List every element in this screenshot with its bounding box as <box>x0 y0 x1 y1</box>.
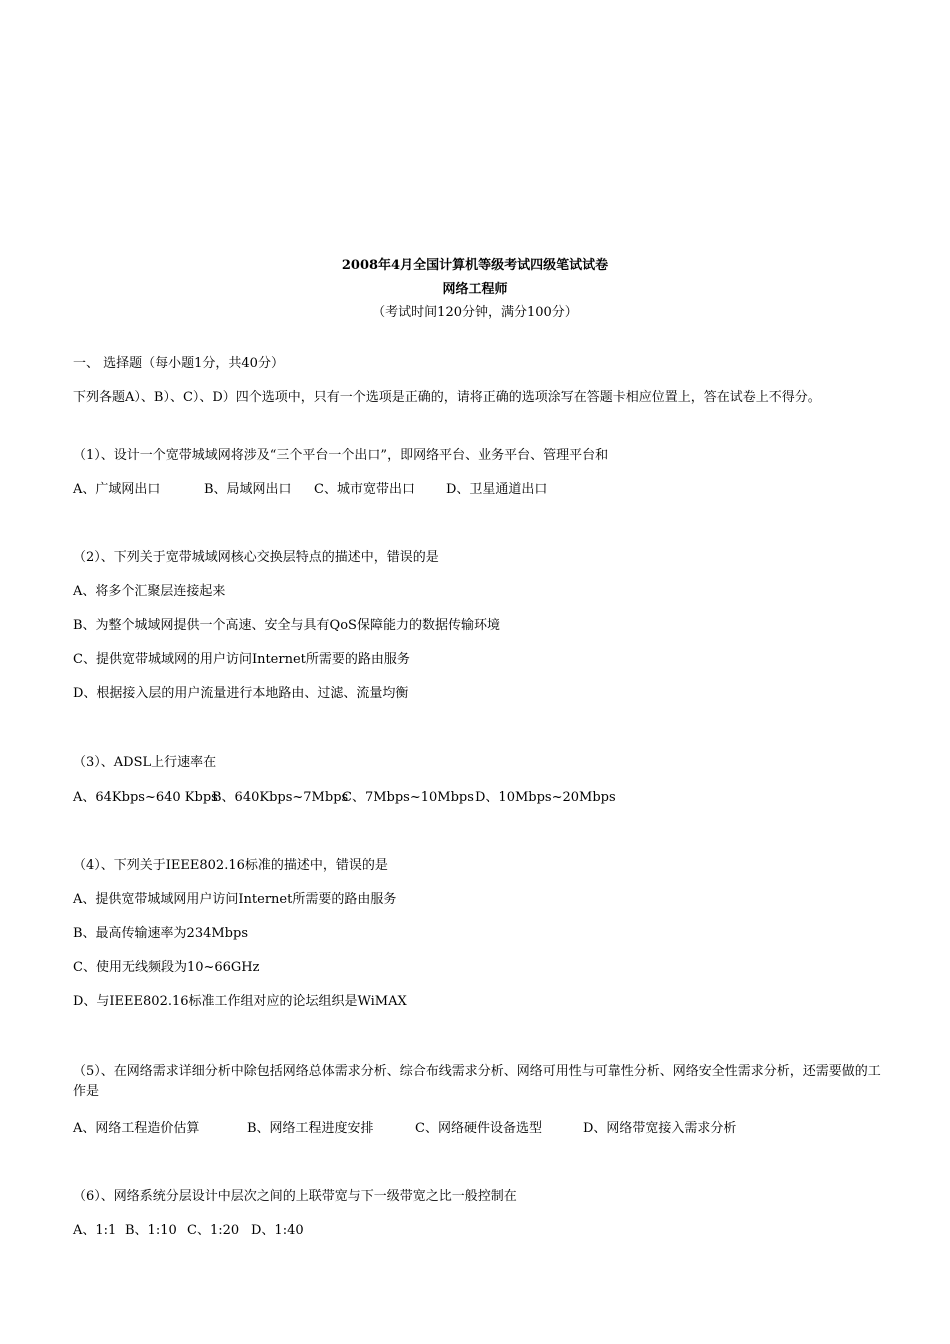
question-6-option-b: B、1:10 <box>125 1223 177 1238</box>
question-6-option-a: A、1:1 <box>73 1223 117 1238</box>
question-3-option-d: D、10Mbps~20Mbps <box>475 790 616 805</box>
question-1-option-c: C、城市宽带出口 <box>314 482 415 497</box>
question-1-stem: （1）、设计一个宽带城域网将涉及“三个平台一个出口”，即网络平台、业务平台、管理平台和 <box>73 448 609 463</box>
question-1-options <box>73 481 547 499</box>
question-6-options <box>73 1222 304 1240</box>
question-3-option-b: B、640Kbps~7Mbps <box>212 790 349 805</box>
question-4-option-d: D、与IEEE802.16标准工作组对应的论坛组织是WiMAX <box>73 994 407 1009</box>
section-heading: 一、 选择题（每小题1分，共40分） <box>73 356 284 371</box>
section-instructions: 下列各题A）、B）、C）、D）四个选项中，只有一个选项是正确的，请将正确的选项涂写在答题卡相应位置上，答在试卷上不得分。 <box>73 390 821 405</box>
question-3-option-c: C、7Mbps~10Mbps <box>342 790 474 805</box>
exam-time-note: （考试时间120分钟，满分100分） <box>372 305 578 320</box>
question-5-option-a: A、网络工程造价估算 <box>73 1121 200 1136</box>
question-5-option-d: D、网络带宽接入需求分析 <box>583 1121 737 1136</box>
question-5-stem: （5）、在网络需求详细分析中除包括网络总体需求分析、综合布线需求分析、网络可用性与可靠性分析、网络安全性需求分析，还需要做的工作是 <box>73 1064 881 1099</box>
question-1-option-a: A、广域网出口 <box>73 482 161 497</box>
question-4-option-c: C、使用无线频段为10~66GHz <box>73 960 260 975</box>
question-3-option-a: A、64Kbps~640 Kbps <box>73 790 218 805</box>
question-3-options <box>73 789 616 807</box>
question-1-option-d: D、卫星通道出口 <box>446 482 548 497</box>
exam-title: 2008年4月全国计算机等级考试四级笔试试卷 <box>341 258 609 273</box>
question-5-option-c: C、网络硬件设备选型 <box>415 1121 542 1136</box>
question-5-options <box>73 1120 736 1138</box>
question-2-option-c: C、提供宽带城域网的用户访问Internet所需要的路由服务 <box>73 652 410 667</box>
question-1-option-b: B、局域网出口 <box>204 482 292 497</box>
question-4-option-b: B、最高传输速率为234Mbps <box>73 926 248 941</box>
exam-subtitle: 网络工程师 <box>442 282 508 297</box>
question-2-stem: （2）、下列关于宽带城域网核心交换层特点的描述中，错误的是 <box>73 550 439 565</box>
question-4-option-a: A、提供宽带城域网用户访问Internet所需要的路由服务 <box>73 892 397 907</box>
question-6-stem: （6）、网络系统分层设计中层次之间的上联带宽与下一级带宽之比一般控制在 <box>73 1189 517 1204</box>
question-6-option-d: D、1:40 <box>251 1223 304 1238</box>
question-2-option-d: D、根据接入层的用户流量进行本地路由、过滤、流量均衡 <box>73 686 409 701</box>
question-2-option-b: B、为整个城域网提供一个高速、安全与具有QoS保障能力的数据传输环境 <box>73 618 500 633</box>
question-3-stem: （3）、ADSL上行速率在 <box>73 755 217 770</box>
question-2-option-a: A、将多个汇聚层连接起来 <box>73 584 226 599</box>
question-4-stem: （4）、下列关于IEEE802.16标准的描述中，错误的是 <box>73 858 388 873</box>
question-5-option-b: B、网络工程进度安排 <box>247 1121 374 1136</box>
question-6-option-c: C、1:20 <box>187 1223 240 1238</box>
